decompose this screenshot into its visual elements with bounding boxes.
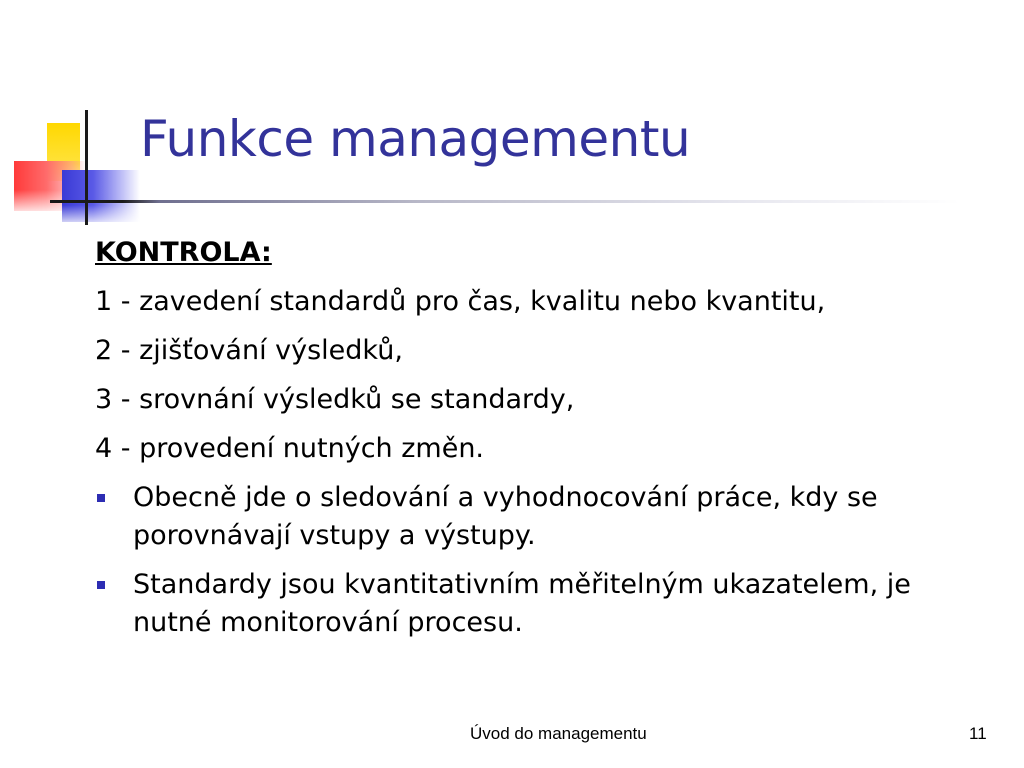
logo-blue-fade: [62, 205, 140, 223]
page-number: 11: [969, 724, 987, 743]
bullet-item: [95, 479, 933, 555]
section-heading: KONTROLA:: [95, 237, 272, 268]
square-bullet-icon: [97, 494, 105, 502]
slide-body: [95, 234, 955, 653]
title-underline-divider: [50, 200, 960, 203]
step-item: 2 - zjišťování výsledků,: [95, 335, 403, 366]
bullet-item: [95, 566, 933, 642]
bullet-text: Standardy jsou kvantitativním měřitelným ukazatelem, je nutné monitorování procesu.: [133, 569, 911, 638]
step-item: 3 - srovnání výsledků se standardy,: [95, 384, 575, 415]
bullet-list: [95, 479, 955, 642]
step-item: 1 - zavedení standardů pro čas, kvalitu nebo kvantitu,: [95, 286, 826, 317]
square-bullet-icon: [97, 581, 105, 589]
footer-title: Úvod do managementu: [470, 724, 647, 743]
slide-title: Funkce managementu: [140, 110, 691, 168]
step-item: 4 - provedení nutných změn.: [95, 433, 485, 464]
bullet-text: Obecně jde o sledování a vyhodnocování práce, kdy se porovnávají vstupy a výstupy.: [133, 482, 878, 551]
logo-vertical-line: [85, 110, 88, 225]
